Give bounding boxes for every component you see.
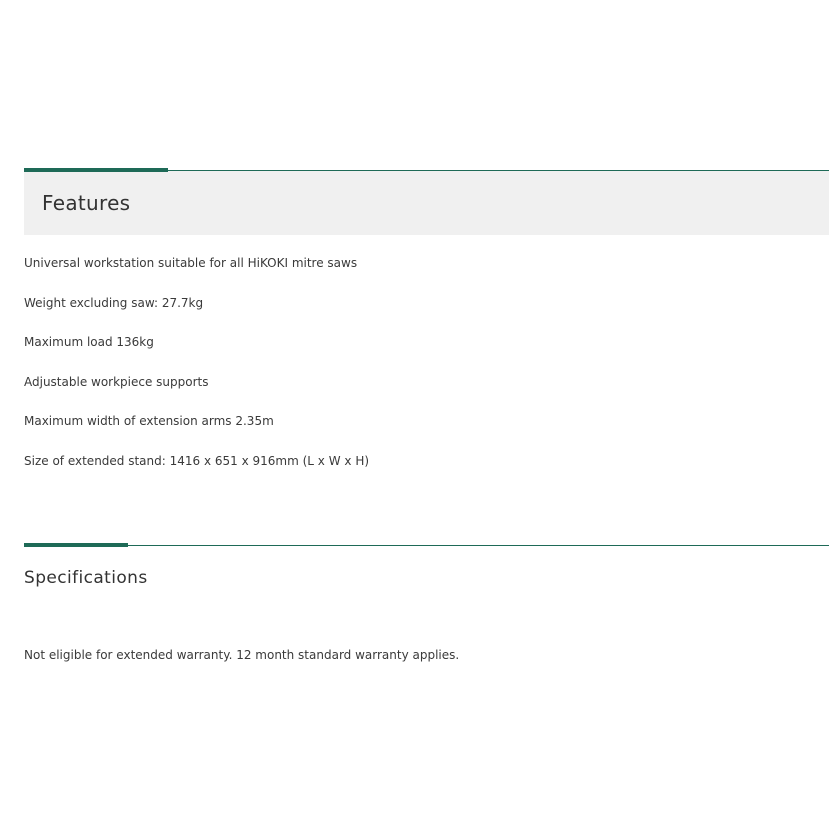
features-divider (24, 170, 829, 171)
feature-item: Universal workstation suitable for all HiKOKI mitre saws (24, 256, 358, 270)
feature-item: Weight excluding saw: 27.7kg (24, 295, 204, 310)
features-header (24, 171, 829, 235)
feature-item: Adjustable workpiece supports (24, 374, 209, 389)
specifications-divider-accent (24, 543, 128, 547)
features-section (24, 170, 829, 493)
feature-item: Maximum width of extension arms 2.35m (24, 414, 274, 429)
specifications-section (24, 545, 829, 675)
features-divider-accent (24, 168, 168, 172)
feature-item: Maximum load 136kg (24, 335, 154, 350)
specifications-divider (24, 545, 829, 546)
warranty-note: Not eligible for extended warranty. 12 month standard warranty applies. (24, 648, 460, 662)
feature-list (24, 255, 829, 469)
features-title: Features (42, 191, 131, 215)
feature-item: Size of extended stand: 1416 x 651 x 916mm (L x W x H) (24, 453, 370, 468)
specifications-title: Specifications (24, 568, 148, 588)
